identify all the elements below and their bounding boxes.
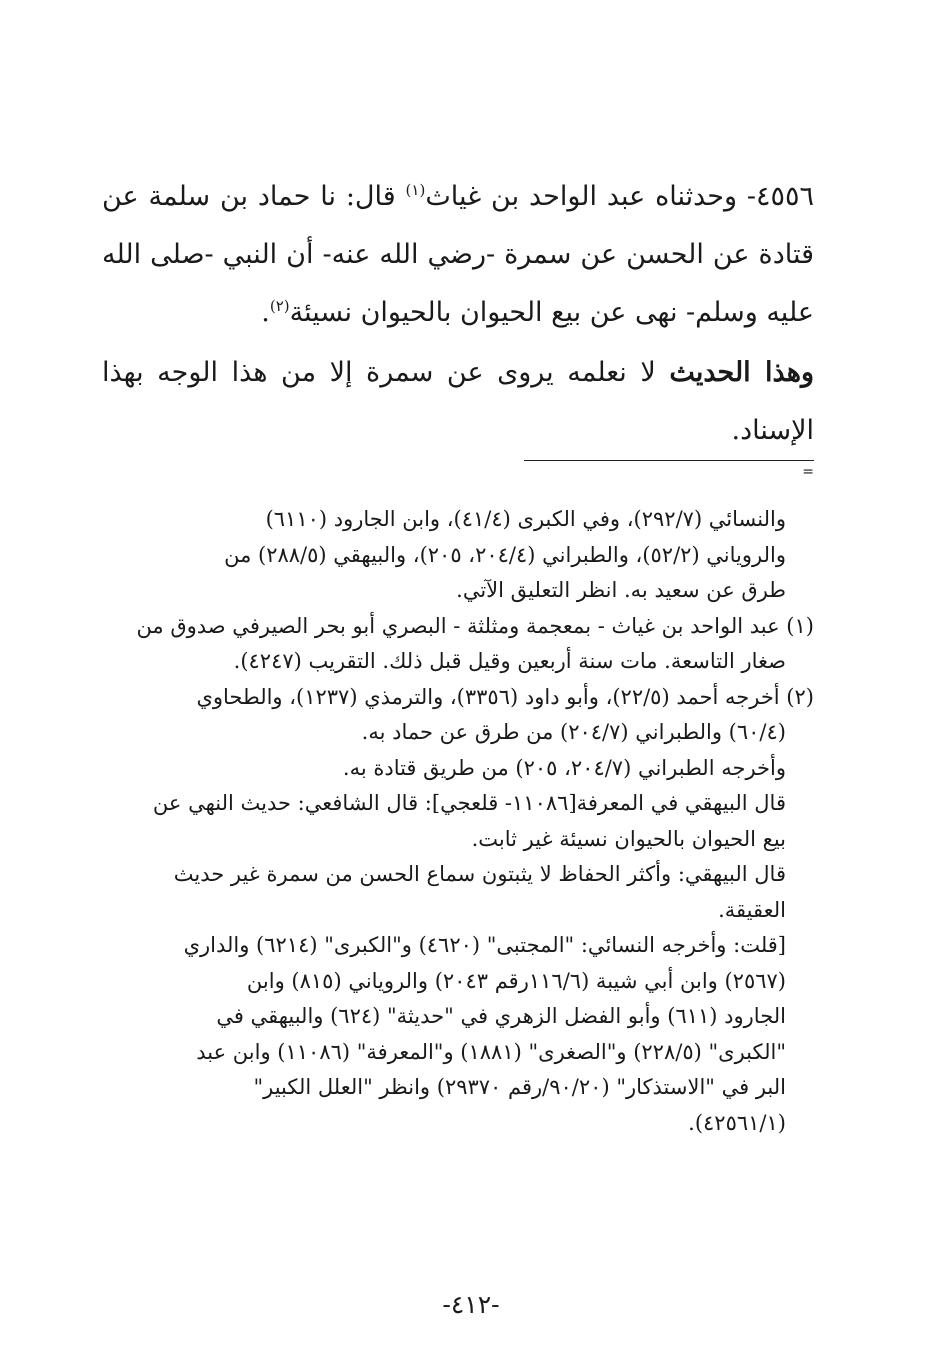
page-number: -٤١٢-	[442, 1290, 500, 1319]
footnote-2-line: الجارود (٦١١) وأبو الفضل الزهري في "حديثة" (٦٢٤) والبيهقي في	[216, 1004, 786, 1028]
comment-paragraph	[102, 344, 814, 460]
footnote-2-line: [قلت: وأخرجه النسائي: "المجتبى" (٤٦٢٠) و"الكبرى" (٦٢١٤) والداري	[183, 933, 786, 957]
footnote-2-line: البر في "الاستذكار" (٩٠/٢٠/رقم ٢٩٣٧٠) وانظر "العلل الكبير"	[253, 1075, 786, 1099]
footnotes	[102, 502, 814, 1141]
footnote-2-line: (٢٥٦٧) وابن أبي شيبة (١١٦/٦رقم ٢٠٤٣) والروياني (٨١٥) وابن	[246, 968, 786, 993]
footnote-2-line: (٢) أخرجه أحمد (٢٢/٥)، وأبو داود (٣٣٥٦)، والترمذي (١٢٣٧)، والطحاوي	[196, 684, 814, 709]
comment-bold: وهذا الحديث	[669, 357, 814, 388]
hadith-text-cont: قال: نا حماد بن سلمة عن قتادة عن الحسن عن سمرة -رضي الله عنه- أن النبي -صلى الله عليه وسلم- نهى عن بيع الحيوان بالحيوان نسيئة	[102, 181, 814, 328]
footnote-2-line: "الكبرى" (٢٢٨/٥) و"الصغرى" (١٨٨١) و"المعرفة" (١١٠٨٦) وابن عبد	[196, 1039, 786, 1064]
footnote-1-line: (١) عبد الواحد بن غياث - بمعجمة ومثلثة - البصري أبو بحر الصيرفي صدوق من	[136, 613, 814, 638]
footnote-continued-line: والروياني (٥٢/٢)، والطبراني (٢٠٤/٤، ٢٠٥)، والبيهقي (٢٨٨/٥) من	[224, 542, 786, 567]
footnote-2-line: العقيقة.	[718, 897, 786, 922]
footnote-continued-line: طرق عن سعيد به. انظر التعليق الآتي.	[456, 578, 786, 602]
footnote-continued-line: والنسائي (٢٩٢/٧)، وفي الكبرى (٤١/٤)، وابن الجارود (٦١١٠)	[265, 507, 786, 531]
footnote-2-line: وأخرجه الطبراني (٢٠٤/٧، ٢٠٥) من طريق قتادة به.	[342, 755, 786, 780]
hadith-text: ٤٥٥٦- وحدثناه عبد الواحد بن غياث	[425, 181, 815, 212]
footnote-2-line: (٦٠/٤) والطبراني (٢٠٤/٧) من طرق عن حماد به.	[361, 720, 786, 744]
footnote-ref-2: (٢)	[269, 297, 290, 315]
footnote-1-line: صغار التاسعة. مات سنة أربعين وقيل قبل ذلك. التقريب (٤٢٤٧).	[233, 649, 786, 673]
continuation-mark: =	[802, 464, 814, 480]
hadith-paragraph	[102, 168, 814, 342]
footnote-ref-1: (١)	[405, 181, 426, 199]
hadith-end: .	[261, 297, 270, 328]
footnote-2-line: قال البيهقي في المعرفة[١١٠٨٦- قلعجي]: قال الشافعي: حديث النهي عن	[152, 791, 786, 815]
comment-text: لا نعلمه يروى عن سمرة إلا من هذا الوجه بهذا الإسناد.	[102, 357, 814, 446]
main-text	[102, 168, 814, 460]
footnote-2-line: قال البيهقي: وأكثر الحفاظ لا يثبتون سماع الحسن من سمرة غير حديث	[173, 862, 786, 886]
footnote-separator	[524, 460, 814, 461]
footnote-2-line: (٤٢٥٦١/١).	[688, 1110, 786, 1135]
footnote-2-line: بيع الحيوان بالحيوان نسيئة غير ثابت.	[471, 826, 786, 851]
